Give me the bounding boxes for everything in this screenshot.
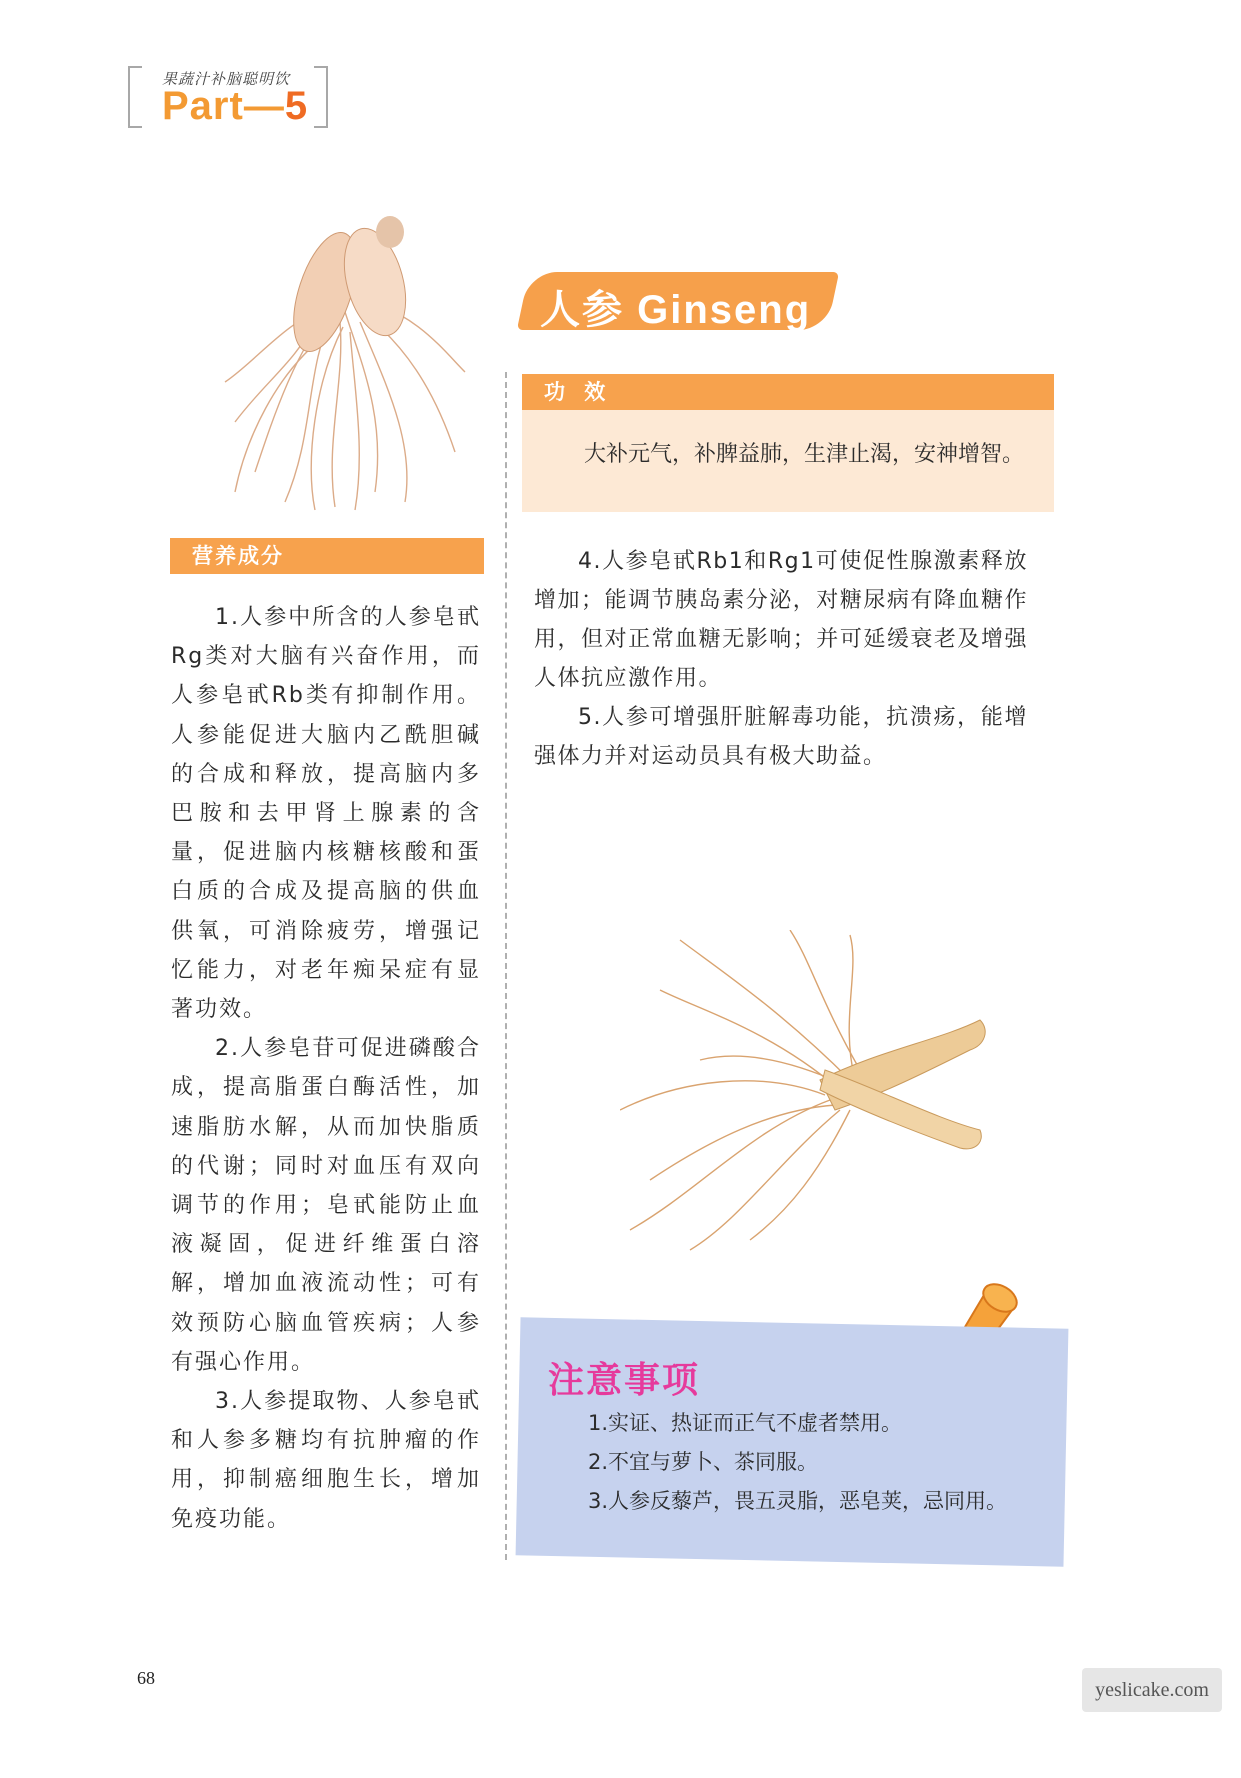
part-label: Part— bbox=[162, 84, 285, 128]
caution-list bbox=[588, 1404, 1007, 1521]
nutrition-paragraph-4: 4.人参皂甙Rb1和Rg1可使促性腺激素释放增加；能调节胰岛素分泌，对糖尿病有降血糖作用，但对正常血糖无影响；并可延缓衰老及增强人体抗应激作用。 bbox=[534, 549, 1028, 691]
caution-item-3: 3.人参反藜芦，畏五灵脂，恶皂荚，忌同用。 bbox=[588, 1489, 1008, 1513]
caution-item-2: 2.不宜与萝卜、茶同服。 bbox=[588, 1450, 819, 1474]
nutrition-text-right bbox=[534, 542, 1028, 776]
effect-text: 大补元气，补脾益肺，生津止渴，安神增智。 bbox=[584, 442, 1025, 467]
nutrition-paragraph-3: 3.人参提取物、人参皂甙和人参多糖均有抗肿瘤的作用，抑制癌细胞生长，增加免疫功能。 bbox=[171, 1389, 481, 1532]
part-header bbox=[128, 66, 328, 126]
effect-heading: 功 效 bbox=[522, 374, 1054, 410]
header-bracket-right bbox=[314, 66, 328, 128]
header-part bbox=[162, 84, 308, 129]
nutrition-heading: 营养成分 bbox=[170, 538, 484, 574]
nutrition-paragraph-1: 1.人参中所含的人参皂甙Rg类对大脑有兴奋作用，而人参皂甙Rb类有抑制作用。人参能促进大脑内乙酰胆碱的合成和释放，提高脑内多巴胺和去甲肾上腺素的含量，促进脑内核糖核酸和蛋白质的合成及提高脑的供血供氧，可消除疲劳，增强记忆能力，对老年痴呆症有显著功效。 bbox=[171, 605, 481, 1023]
part-number: 5 bbox=[284, 84, 309, 128]
page-number: 68 bbox=[137, 1668, 155, 1688]
nutrition-text-left bbox=[171, 598, 481, 1539]
column-divider bbox=[505, 372, 507, 1560]
title-english: Ginseng bbox=[637, 288, 812, 332]
caution-heading: 注意事项 bbox=[548, 1360, 701, 1401]
page-title bbox=[540, 278, 811, 335]
header-bracket-left bbox=[128, 66, 142, 128]
ginseng-root-illustration-2 bbox=[620, 930, 1020, 1260]
header-subtitle: 果蔬汁补脑聪明饮 bbox=[162, 70, 291, 88]
ginseng-root-illustration bbox=[215, 212, 475, 512]
nutrition-paragraph-2: 2.人参皂苷可促进磷酸合成，提高脂蛋白酶活性，加速脂肪水解，从而加快脂质的代谢；同时对血压有双向调节的作用；皂甙能防止血液凝固，促进纤维蛋白溶解，增加血液流动性；可有效预防心脑血管疾病；人参有强心作用。 bbox=[171, 1036, 481, 1375]
nutrition-paragraph-5: 5.人参可增强肝脏解毒功能，抗溃疡，能增强体力并对运动员具有极大助益。 bbox=[534, 705, 1028, 769]
watermark: yeslicake.com bbox=[1082, 1668, 1222, 1712]
caution-item-1: 1.实证、热证而正气不虚者禁用。 bbox=[588, 1411, 903, 1435]
title-chinese: 人参 bbox=[540, 288, 624, 332]
